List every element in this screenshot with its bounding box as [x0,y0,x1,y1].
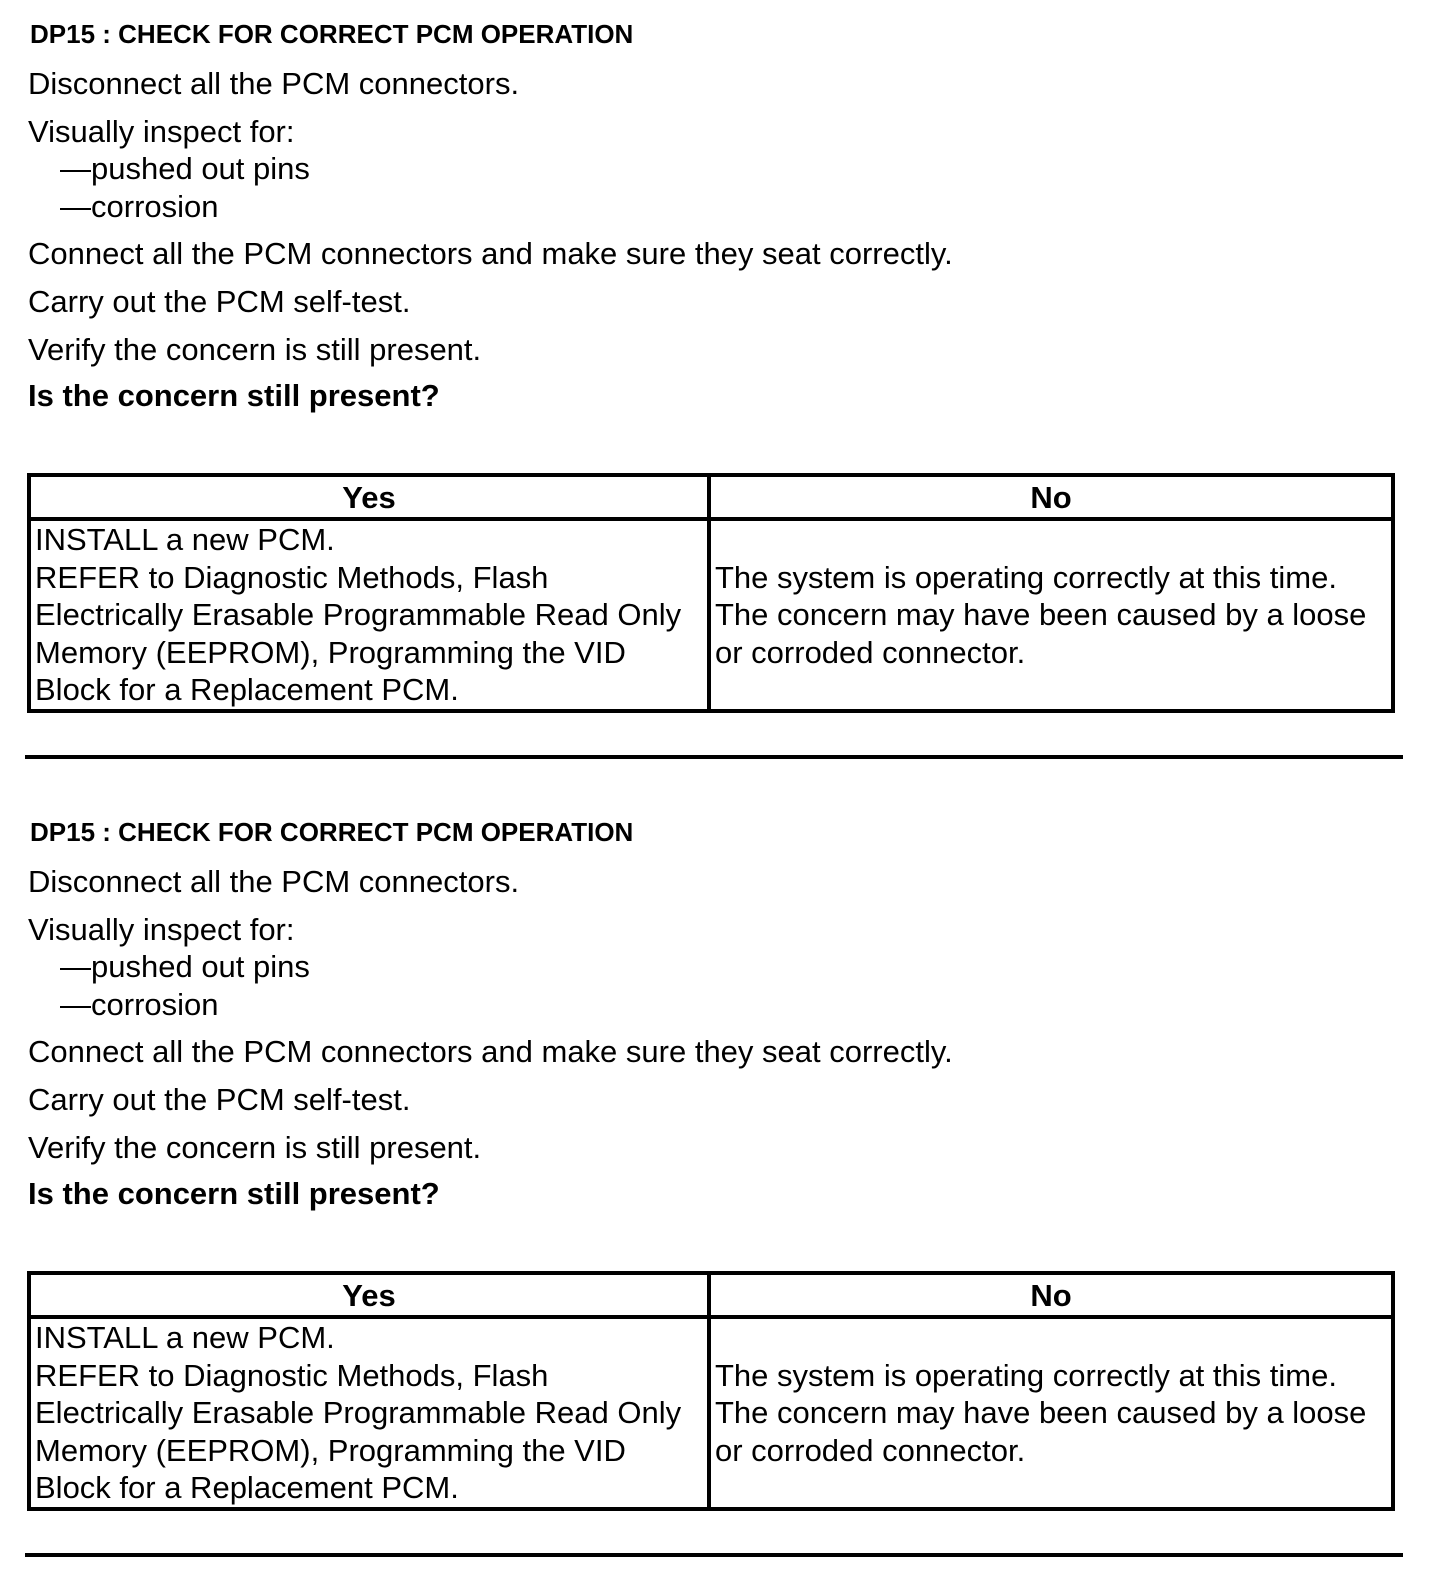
step-heading: DP15 : CHECK FOR CORRECT PCM OPERATION [30,817,634,847]
yes-action: INSTALL a new PCM. REFER to Diagnostic Methods, Flash Electrically Erasable Programmable Read Only Memory (EEPROM), Programming the VID Block for a Replacement PCM. [29,1317,709,1509]
instruction-self-test: Carry out the PCM self-test. [28,284,411,319]
instruction-disconnect: Disconnect all the PCM connectors. [28,864,520,899]
decision-table [27,473,1395,713]
decision-table [27,1271,1395,1511]
instruction-verify: Verify the concern is still present. [28,332,482,367]
step-heading: DP15 : CHECK FOR CORRECT PCM OPERATION [30,19,634,49]
table-row [29,1317,1393,1509]
yes-header: Yes [29,475,709,519]
yes-header: Yes [29,1273,709,1317]
section-divider [25,755,1403,759]
inspect-item-corrosion: —corrosion [60,987,219,1022]
instruction-inspect: Visually inspect for: [28,114,295,149]
no-action: The system is operating correctly at this time. The concern may have been caused by a loose or corroded connector. [709,519,1393,711]
instruction-inspect: Visually inspect for: [28,912,295,947]
table-header-row [29,1273,1393,1317]
yes-action: INSTALL a new PCM. REFER to Diagnostic Methods, Flash Electrically Erasable Programmable Read Only Memory (EEPROM), Programming the VID Block for a Replacement PCM. [29,519,709,711]
inspect-item-pins: —pushed out pins [60,949,310,984]
decision-question: Is the concern still present? [28,1176,440,1211]
no-header: No [709,475,1393,519]
instruction-verify: Verify the concern is still present. [28,1130,482,1165]
diagnostic-step-section [0,798,1440,1596]
table-row [29,519,1393,711]
instruction-disconnect: Disconnect all the PCM connectors. [28,66,520,101]
instruction-connect: Connect all the PCM connectors and make sure they seat correctly. [28,1034,953,1069]
instruction-connect: Connect all the PCM connectors and make sure they seat correctly. [28,236,953,271]
table-header-row [29,475,1393,519]
decision-question: Is the concern still present? [28,378,440,413]
section-divider [25,1553,1403,1557]
instruction-self-test: Carry out the PCM self-test. [28,1082,411,1117]
no-header: No [709,1273,1393,1317]
inspect-item-pins: —pushed out pins [60,151,310,186]
no-action: The system is operating correctly at this time. The concern may have been caused by a loose or corroded connector. [709,1317,1393,1509]
inspect-item-corrosion: —corrosion [60,189,219,224]
